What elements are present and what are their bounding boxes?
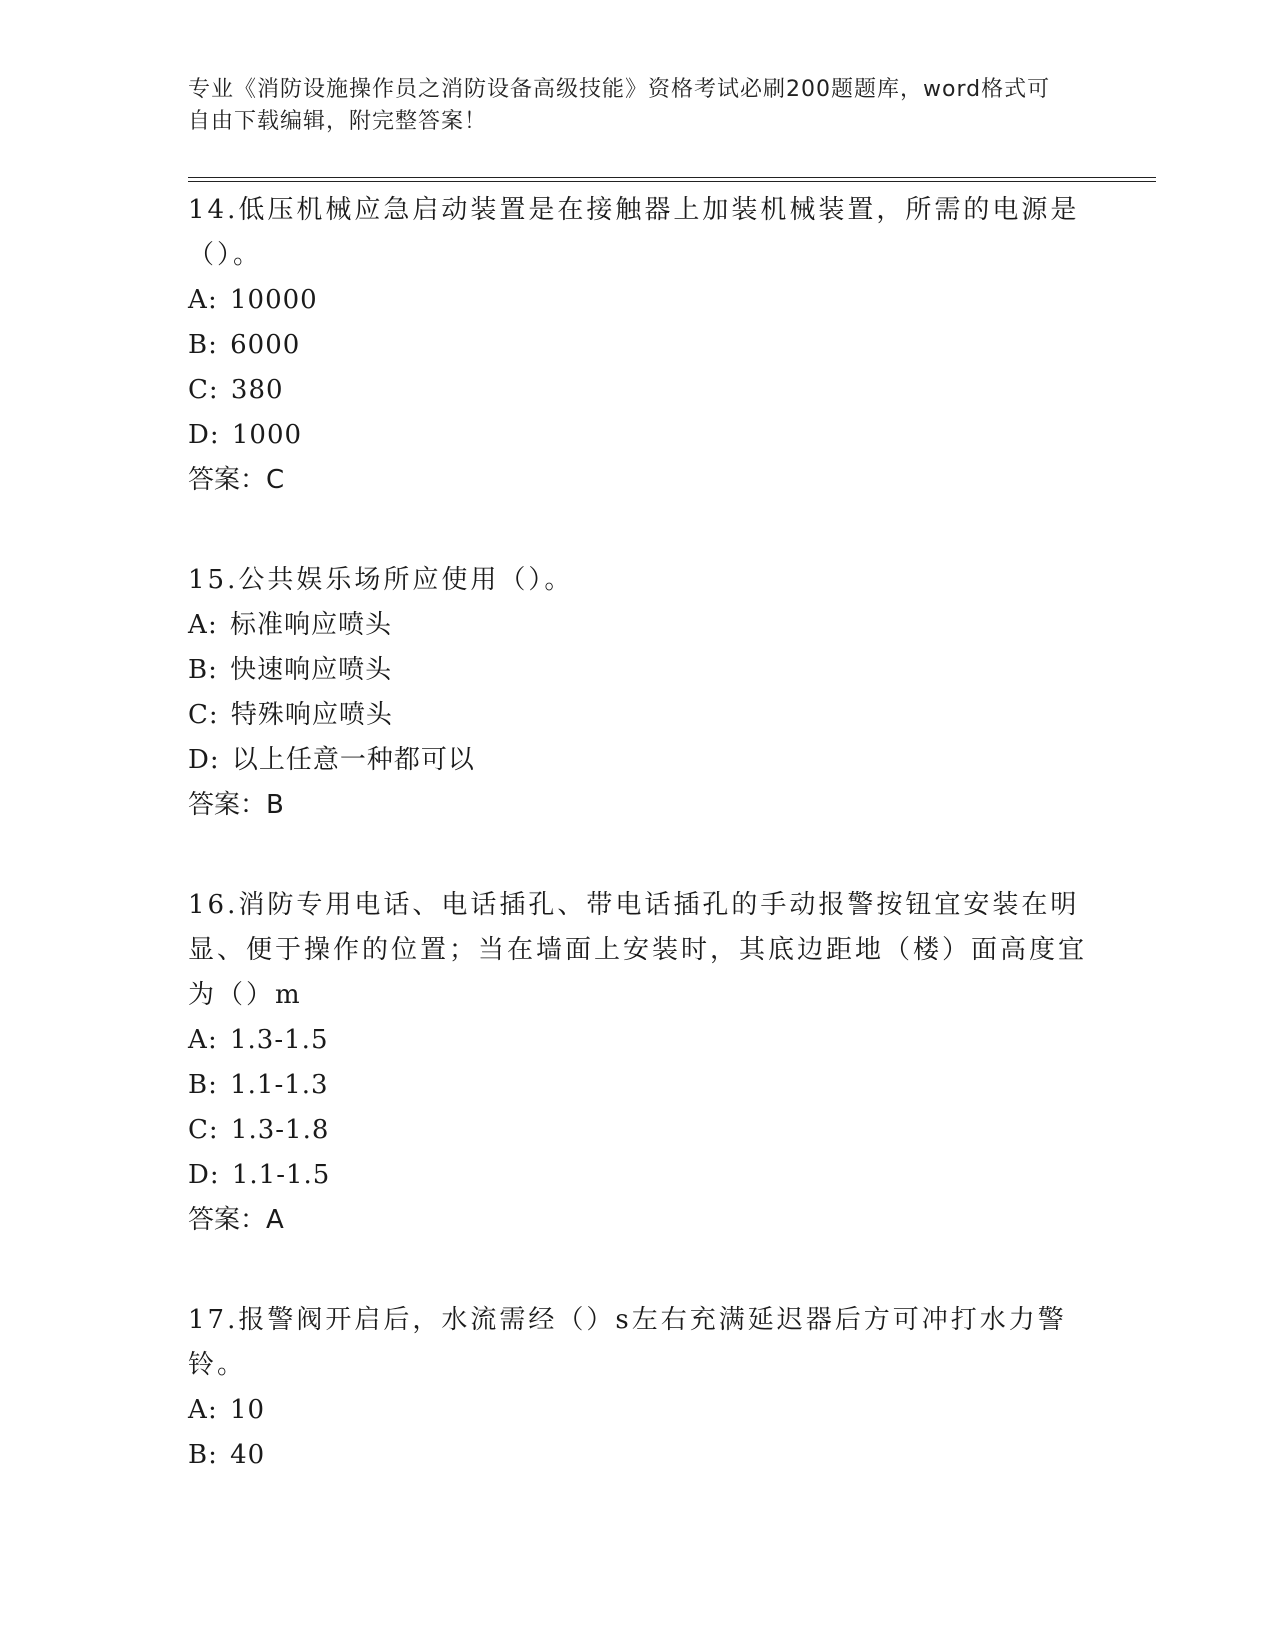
question-spacer <box>188 1243 1088 1298</box>
answer-option <box>188 738 1088 783</box>
question-block <box>188 883 1088 1243</box>
answer-option <box>188 1063 1088 1108</box>
option-text: 1.3-1.8 <box>230 1115 330 1145</box>
option-text: 1.1-1.3 <box>230 1070 329 1100</box>
option-key: B <box>188 1070 209 1100</box>
option-key: A <box>188 1025 208 1055</box>
question-block <box>188 558 1088 828</box>
option-text: 快速响应喷头 <box>230 655 393 685</box>
option-separator: : <box>208 655 218 685</box>
option-separator: : <box>208 1395 218 1425</box>
question-stem: 15.公共娱乐场所应使用（）。 <box>188 565 574 595</box>
answer-value: C <box>266 465 285 495</box>
option-key: D <box>188 745 210 775</box>
question-spacer <box>188 503 1088 558</box>
answer-label: 答案： <box>188 465 267 495</box>
option-key: A <box>188 1395 208 1425</box>
option-key: A <box>188 285 208 315</box>
answer-label: 答案： <box>188 790 267 820</box>
answer-option <box>188 1433 1088 1478</box>
answer-option <box>188 1153 1088 1198</box>
option-text: 40 <box>230 1440 266 1470</box>
question-stem: 14.低压机械应急启动装置是在接触器上加装机械装置，所需的电源是（）。 <box>188 195 1080 270</box>
question-stem: 16.消防专用电话、电话插孔、带电话插孔的手动报警按钮宜安装在明显、便于操作的位置；当在墙面上安装时，其底边距地（楼）面高度宜为（）m <box>188 890 1088 1010</box>
option-separator: : <box>208 1115 219 1145</box>
question-list <box>188 188 1088 1478</box>
question-spacer <box>188 828 1088 883</box>
option-separator: : <box>208 700 219 730</box>
answer-option <box>188 1108 1088 1153</box>
answer-option <box>188 278 1088 323</box>
header-divider-bottom <box>188 181 1156 182</box>
option-key: C <box>188 375 209 405</box>
option-key: C <box>188 1115 209 1145</box>
option-text: 10000 <box>230 285 318 315</box>
option-separator: : <box>208 330 218 360</box>
option-separator: : <box>209 420 220 450</box>
option-separator: : <box>209 745 220 775</box>
question-stem: 17.报警阀开启后，水流需经（）s左右充满延迟器后方可冲打水力警铃。 <box>188 1305 1067 1380</box>
option-key: D <box>188 420 210 450</box>
option-key: C <box>188 700 209 730</box>
answer-option <box>188 648 1088 693</box>
answer-option <box>188 1018 1088 1063</box>
document-header: 专业《消防设施操作员之消防设备高级技能》资格考试必刷200题题库，word格式可自由下载编辑，附完整答案！ <box>188 77 1051 134</box>
answer-option <box>188 323 1088 368</box>
answer-line <box>188 783 1088 828</box>
option-separator: : <box>208 1070 218 1100</box>
answer-value: B <box>266 790 284 820</box>
option-separator: : <box>208 375 219 405</box>
option-text: 1.1-1.5 <box>231 1160 331 1190</box>
option-separator: : <box>208 610 218 640</box>
option-text: 标准响应喷头 <box>230 610 393 640</box>
option-text: 1000 <box>231 420 303 450</box>
answer-option <box>188 413 1088 458</box>
option-separator: : <box>208 285 218 315</box>
answer-label: 答案： <box>188 1205 267 1235</box>
option-key: A <box>188 610 208 640</box>
option-text: 6000 <box>230 330 301 360</box>
answer-option <box>188 693 1088 738</box>
answer-option <box>188 603 1088 648</box>
option-key: B <box>188 330 209 360</box>
option-key: D <box>188 1160 210 1190</box>
header-divider-top <box>188 177 1156 178</box>
option-separator: : <box>208 1440 218 1470</box>
option-text: 10 <box>230 1395 266 1425</box>
question-block <box>188 188 1088 503</box>
option-separator: : <box>209 1160 220 1190</box>
option-separator: : <box>208 1025 218 1055</box>
option-key: B <box>188 655 209 685</box>
answer-value: A <box>266 1205 284 1235</box>
option-text: 以上任意一种都可以 <box>231 745 475 775</box>
option-text: 380 <box>230 375 284 405</box>
option-text: 特殊响应喷头 <box>230 700 393 730</box>
answer-line <box>188 1198 1088 1243</box>
answer-line <box>188 458 1088 503</box>
option-text: 1.3-1.5 <box>230 1025 329 1055</box>
answer-option <box>188 368 1088 413</box>
option-key: B <box>188 1440 209 1470</box>
answer-option <box>188 1388 1088 1433</box>
question-block <box>188 1298 1088 1478</box>
